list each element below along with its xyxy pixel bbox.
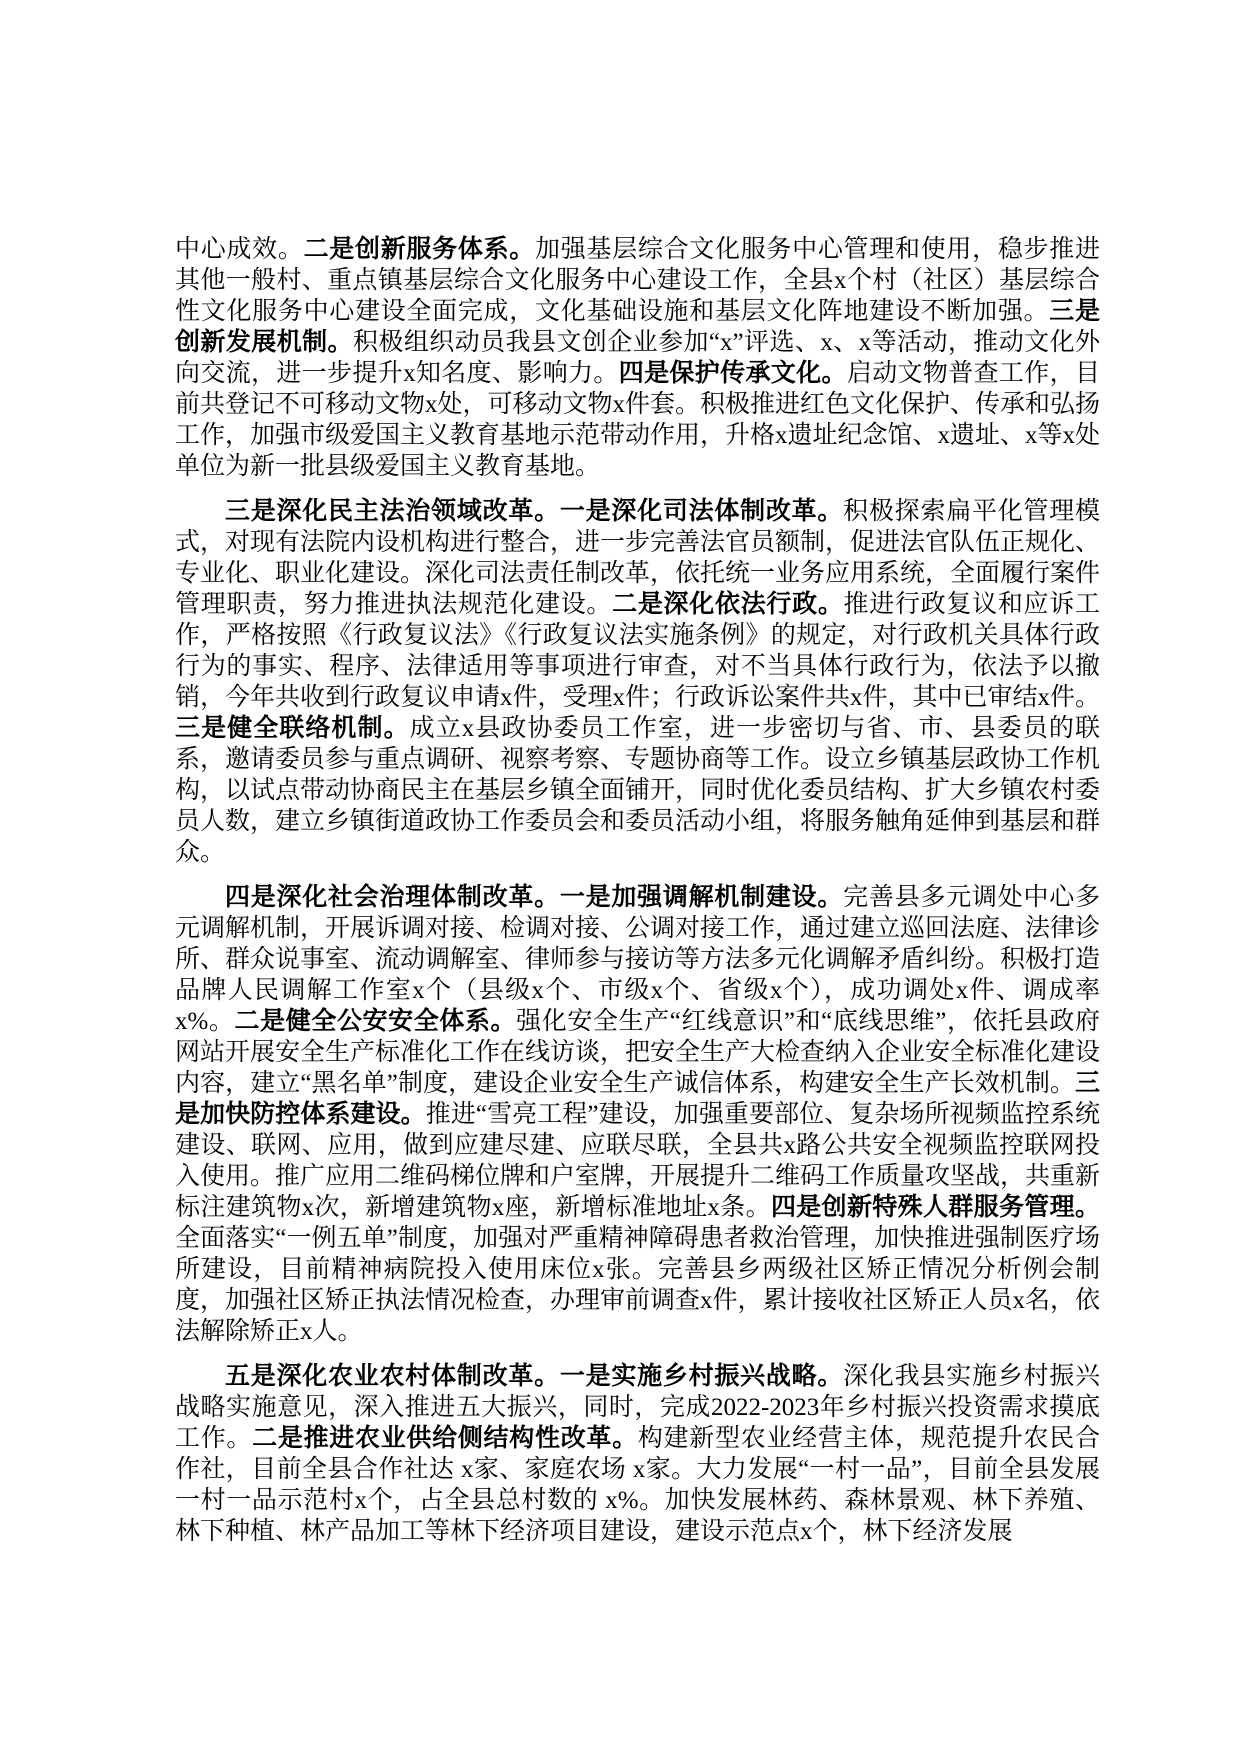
text-run: 深化我县实施乡村振兴战略实施意见，深入推进五大振兴，同时，完成2022-2023年乡村振兴投资需求摸底工作。	[175, 1363, 1100, 1452]
text-run: 积极探索扁平化管理模式，对现有法院内设机构进行整合，进一步完善法官员额制，促进法官队伍正规化、专业化、职业化建设。深化司法责任制改革，依托统一业务应用系统，全面履行案件管理职责，努力推进执法规范化建设。	[175, 498, 1101, 618]
text-run: 强化安全生产“红线意识”和“底线思维”，依托县政府网站开展安全生产标准化工作在线访谈，把安全生产大检查纳入企业安全标准化建设内容，建立“黑名单”制度，建设企业安全生产诚信体系，构建安全生产长效机制。	[175, 1008, 1101, 1097]
bold-heading-run: 二是深化依法行政。	[612, 591, 844, 618]
bold-heading-run: 四是保护传承文化。	[618, 360, 847, 387]
bold-heading-run: 四是创新特殊人群服务管理。	[770, 1194, 1100, 1221]
bold-heading-run: 三是创新发展机制。	[175, 298, 1100, 356]
bold-heading-run: 二是推进农业供给侧结构性改革。	[252, 1425, 638, 1452]
text-run: 启动文物普查工作，目前共登记不可移动文物x处，可移动文物x件套。积极推进红色文化保护、传承和弘扬工作，加强市级爱国主义教育基地示范带动作用，升格x遗址纪念馆、x遗址、x等x处单位为新一批县级爱国主义教育基地。	[175, 360, 1101, 480]
text-run: 中心成效。	[175, 236, 304, 263]
paragraph-agriculture-rural-reform	[175, 1361, 1100, 1547]
bold-heading-run: 三是健全联络机制。	[175, 715, 410, 742]
text-run: 全面落实“一例五单”制度，加强对严重精神障碍患者救治管理，加快推进强制医疗场所建设，目前精神病院投入使用床位x张。完善县乡两级社区矫正情况分析例会制度，加强社区矫正执法情况检查，办理审前调查x件，累计接收社区矫正人员x名，依法解除矫正x人。	[175, 1225, 1101, 1345]
bold-heading-run: 二是健全公安安全体系。	[234, 1008, 517, 1035]
bold-heading-run: 三是加快防控体系建设。	[175, 1070, 1100, 1128]
text-run: 推进“雪亮工程”建设，加强重要部位、复杂场所视频监控系统建设、联网、应用，做到应建尽建、应联尽联，全县共x路公共安全视频监控联网投入使用。推广应用二维码梯位牌和户室牌，开展提升二维码工作质量攻坚战，共重新标注建筑物x次，新增建筑物x座，新增标准地址x条。	[175, 1101, 1101, 1221]
text-run: 构建新型农业经营主体，规范提升农民合作社，目前全县合作社达 x家、家庭农场 x家。大力发展“一村一品”，目前全县发展一村一品示范村x个，占全县总村数的 x%。加快发展林药、森林景观、林下养殖、林下种植、林产品加工等林下经济项目建设，建设示范点x个，林下经济发展	[175, 1425, 1100, 1545]
paragraph-culture-reform-continuation	[175, 234, 1100, 482]
bold-heading-run: 三是深化民主法治领域改革。一是深化司法体制改革。	[225, 498, 844, 525]
paragraph-democracy-law-reform	[175, 496, 1100, 868]
text-run: 成立x县政协委员工作室，进一步密切与省、市、县委员的联系，邀请委员参与重点调研、视察考察、专题协商等工作。设立乡镇基层政协工作机构，以试点带动协商民主在基层乡镇全面铺开，同时优化委员结构、扩大乡镇农村委员人数，建立乡镇街道政协工作委员会和委员活动小组，将服务触角延伸到基层和群众。	[175, 715, 1101, 866]
document-body	[175, 234, 1100, 1547]
text-run: 推进行政复议和应诉工作，严格按照《行政复议法》《行政复议法实施条例》的规定，对行政机关具体行政行为的事实、程序、法律适用等事项进行审查，对不当具体行政行为，依法予以撤销，今年共收到行政复议申请x件，受理x件；行政诉讼案件共x件，其中已审结x件。	[175, 591, 1101, 711]
text-run: 完善县多元调处中心多元调解机制，开展诉调对接、检调对接、公调对接工作，通过建立巡回法庭、法律诊所、群众说事室、流动调解室、律师参与接访等方法多元化调解矛盾纠纷。积极打造品牌人民调解工作室x个（县级x个、市级x个、省级x个），成功调处x件、调成率x%。	[175, 884, 1101, 1035]
bold-heading-run: 五是深化农业农村体制改革。一是实施乡村振兴战略。	[225, 1363, 844, 1390]
bold-heading-run: 二是创新服务体系。	[303, 236, 535, 263]
paragraph-social-governance-reform	[175, 882, 1100, 1347]
bold-heading-run: 四是深化社会治理体制改革。一是加强调解机制建设。	[225, 884, 844, 911]
text-run: 积极组织动员我县文创企业参加“x”评选、x、x等活动，推动文化外向交流，进一步提升x知名度、影响力。	[175, 329, 1100, 387]
text-run: 加强基层综合文化服务中心管理和使用，稳步推进其他一般村、重点镇基层综合文化服务中心建设工作，全县x个村（社区）基层综合性文化服务中心建设全面完成，文化基础设施和基层文化阵地建设不断加强。	[175, 236, 1100, 325]
